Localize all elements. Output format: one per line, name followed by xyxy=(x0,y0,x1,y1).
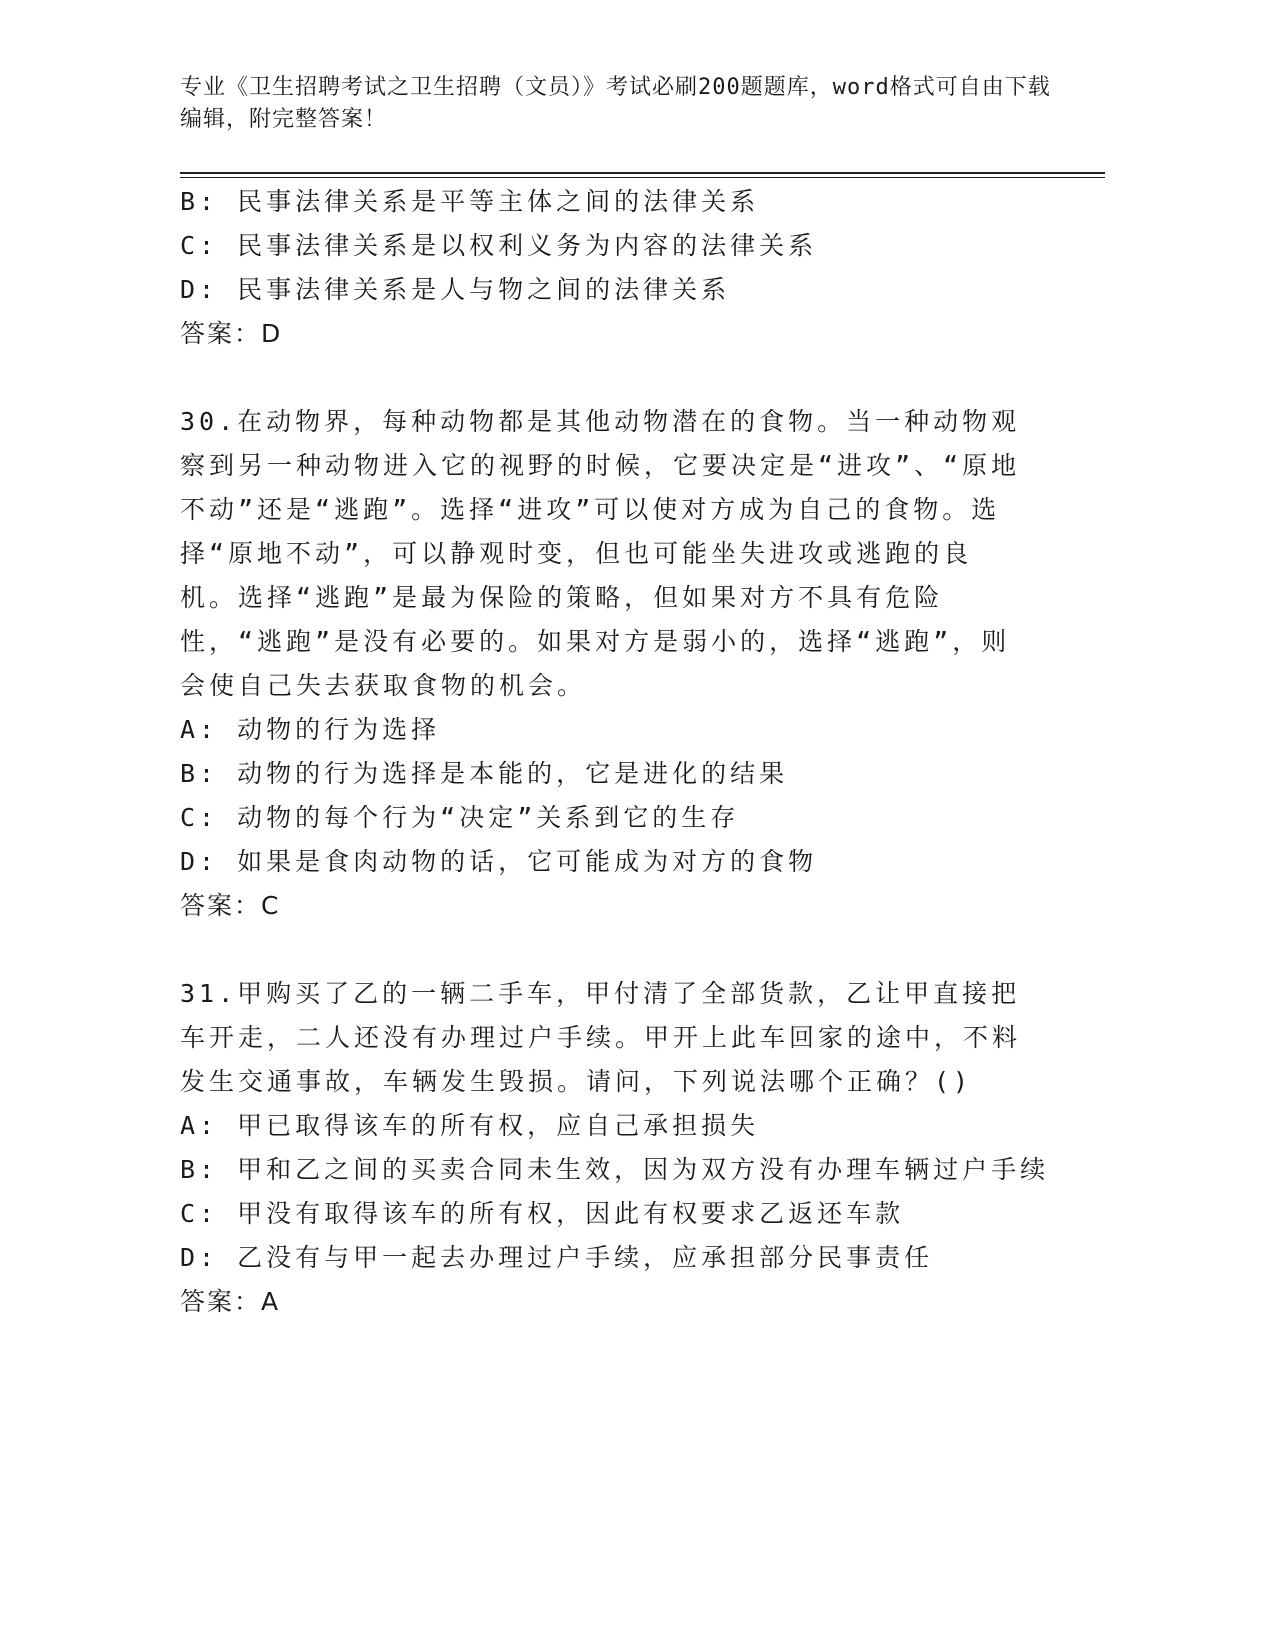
question-spacer xyxy=(180,928,1040,972)
question-list xyxy=(180,180,1050,1324)
document-header: 专业《卫生招聘考试之卫生招聘（文员）》考试必刷200题题库，word格式可自由下载编辑，附完整答案！ xyxy=(180,75,1051,132)
option-c: C: 民事法律关系是以权利义务为内容的法律关系 xyxy=(180,231,818,260)
question-29-continued xyxy=(180,180,1040,356)
question-31 xyxy=(180,972,1050,1324)
option-c: C: 甲没有取得该车的所有权，因此有权要求乙返还车款 xyxy=(180,1199,905,1228)
option-d: D: 民事法律关系是人与物之间的法律关系 xyxy=(180,275,731,304)
option-c: C: 动物的每个行为“决定”关系到它的生存 xyxy=(180,803,740,832)
option-d: D: 如果是食肉动物的话，它可能成为对方的食物 xyxy=(180,847,818,876)
question-spacer xyxy=(180,356,1040,400)
header-divider-thin xyxy=(180,177,1105,178)
question-stem: 30.在动物界，每种动物都是其他动物潜在的食物。当一种动物观察到另一种动物进入它的视野的时候，它要决定是“进攻”、“原地不动”还是“逃跑”。选择“进攻”可以使对方成为自己的食物。选择“原地不动”，可以静观时变，但也可能坐失进攻或逃跑的良机。选择“逃跑”是最为保险的策略，但如果对方不具有危险性，“逃跑”是没有必要的。如果对方是弱小的，选择“逃跑”，则会使自己失去获取食物的机会。 xyxy=(180,407,1021,700)
option-b: B: 动物的行为选择是本能的，它是进化的结果 xyxy=(180,759,789,788)
answer-line: 答案：D xyxy=(180,319,283,348)
option-d: D: 乙没有与甲一起去办理过户手续，应承担部分民事责任 xyxy=(180,1243,934,1272)
option-a: A: 甲已取得该车的所有权，应自己承担损失 xyxy=(180,1111,760,1140)
header-divider-thick xyxy=(180,172,1105,174)
option-b: B: 甲和乙之间的买卖合同未生效，因为双方没有办理车辆过户手续 xyxy=(180,1155,1050,1184)
option-b: B: 民事法律关系是平等主体之间的法律关系 xyxy=(180,187,760,216)
answer-line: 答案：C xyxy=(180,891,281,920)
option-a: A: 动物的行为选择 xyxy=(180,715,441,744)
answer-line: 答案：A xyxy=(180,1287,281,1316)
question-30 xyxy=(180,400,1040,928)
question-stem: 31.甲购买了乙的一辆二手车，甲付清了全部货款，乙让甲直接把车开走，二人还没有办理过户手续。甲开上此车回家的途中，不料发生交通事故，车辆发生毁损。请问，下列说法哪个正确？() xyxy=(180,979,1022,1096)
